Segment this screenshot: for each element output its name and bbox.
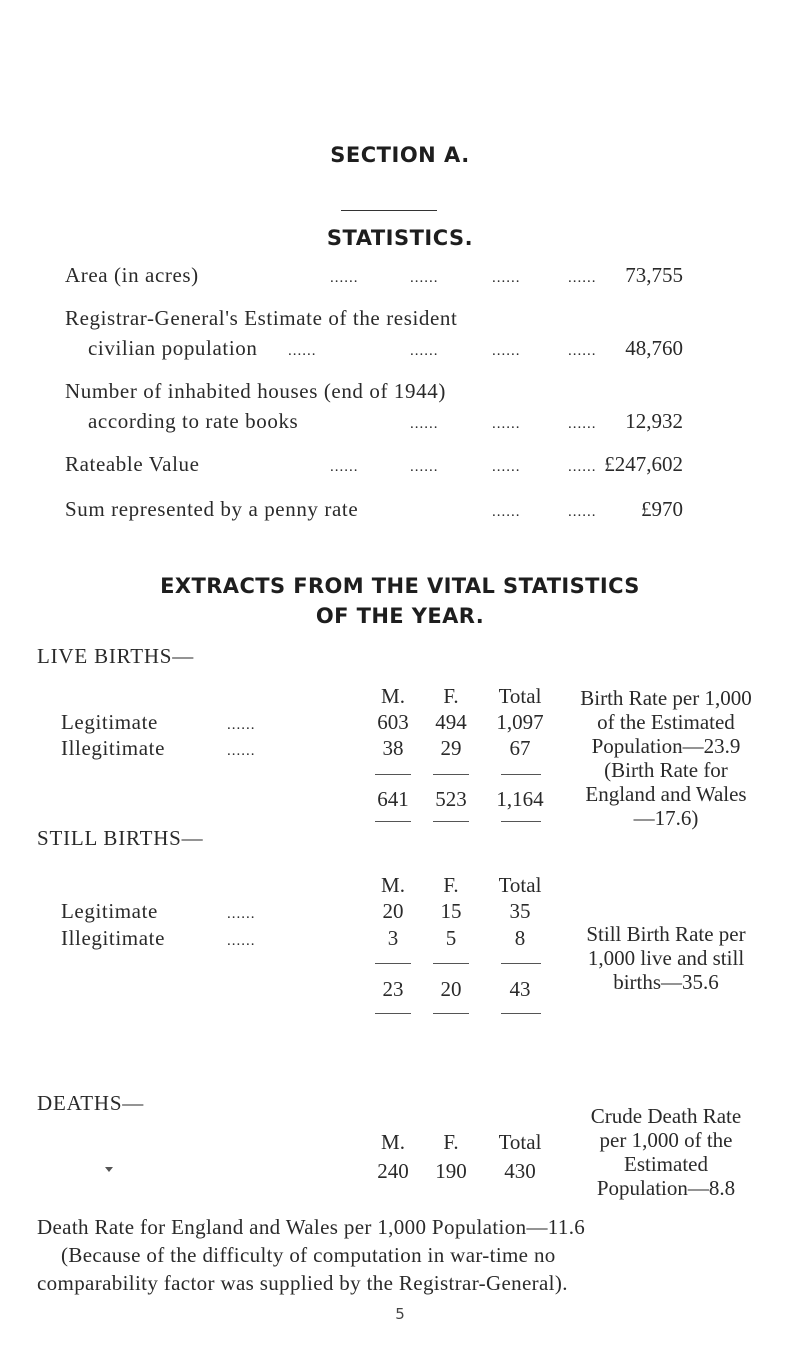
leader-dots: ...... — [492, 343, 521, 359]
note-line: Population—23.9 — [591, 734, 741, 758]
sum-rule — [501, 963, 541, 964]
col-header-f: F. — [443, 1130, 459, 1154]
leader-dots: ...... — [227, 933, 256, 949]
stat-value-penny-rate: £970 — [641, 497, 683, 521]
sum-rule — [501, 774, 541, 775]
birth-rate-note — [566, 686, 766, 830]
total-f: 523 — [435, 787, 467, 811]
note-line: Birth Rate per 1,000 — [580, 686, 752, 710]
page-number: 5 — [395, 1305, 405, 1323]
col-header-m: M. — [381, 684, 405, 708]
title-divider — [341, 210, 437, 211]
cell-total: 8 — [514, 926, 526, 950]
leader-dots: ...... — [568, 504, 597, 520]
note-line: Population—8.8 — [596, 1176, 736, 1200]
stat-label-rateable: Rateable Value — [65, 452, 200, 476]
total-f: 20 — [440, 977, 462, 1001]
cell-m: 20 — [382, 899, 404, 923]
cell-f: 494 — [435, 710, 467, 734]
total-m: 23 — [382, 977, 404, 1001]
statistics-heading: STATISTICS. — [326, 226, 474, 250]
cell-f: 15 — [440, 899, 462, 923]
leader-dots: ...... — [410, 459, 439, 475]
stat-label-area: Area (in acres) — [65, 263, 199, 287]
leader-dots: ...... — [492, 504, 521, 520]
sum-rule — [375, 821, 411, 822]
extracts-heading-line1: EXTRACTS FROM THE VITAL STATISTICS — [160, 574, 640, 598]
extracts-heading-line2: OF THE YEAR. — [315, 604, 485, 628]
cell-m: 240 — [377, 1159, 409, 1183]
live-births-heading: LIVE BIRTHS— — [37, 644, 195, 668]
cell-f: 190 — [435, 1159, 467, 1183]
row-label-legitimate: Legitimate — [61, 899, 158, 923]
deaths-heading: DEATHS— — [37, 1091, 145, 1115]
sum-rule — [433, 821, 469, 822]
leader-dots: ...... — [410, 416, 439, 432]
note-line: Estimated — [624, 1152, 708, 1176]
cell-m: 3 — [387, 926, 399, 950]
leader-dots: ...... — [492, 270, 521, 286]
leader-dots: ...... — [568, 343, 597, 359]
footer-line: comparability factor was supplied by the Registrar-General). — [37, 1271, 568, 1295]
total-total: 1,164 — [496, 787, 544, 811]
note-line: —17.6) — [633, 806, 699, 830]
leader-dots: ...... — [410, 270, 439, 286]
cell-f: 29 — [440, 736, 462, 760]
col-header-f: F. — [443, 873, 459, 897]
leader-dots: ...... — [568, 416, 597, 432]
leader-dots: ...... — [227, 906, 256, 922]
cell-total: 67 — [509, 736, 531, 760]
stat-label-houses-cont: according to rate books — [88, 409, 299, 433]
stat-label-population-cont: civilian population — [88, 336, 258, 360]
footer-line: (Because of the difficulty of computation in war-time no — [61, 1243, 556, 1267]
sum-rule — [375, 1013, 411, 1014]
still-births-heading: STILL BIRTHS— — [37, 826, 204, 850]
note-line: per 1,000 of the — [599, 1128, 733, 1152]
note-line: births—35.6 — [613, 970, 719, 994]
row-label-illegitimate: Illegitimate — [61, 736, 165, 760]
note-line: of the Estimated — [597, 710, 735, 734]
col-header-f: F. — [443, 684, 459, 708]
leader-dots: ...... — [330, 459, 359, 475]
sum-rule — [375, 774, 411, 775]
cell-m: 603 — [377, 710, 409, 734]
leader-dots: ...... — [330, 270, 359, 286]
stat-label-population: Registrar-General's Estimate of the resident — [65, 306, 458, 330]
stat-value-area: 73,755 — [625, 263, 683, 287]
sum-rule — [375, 963, 411, 964]
sum-rule — [501, 1013, 541, 1014]
col-header-m: M. — [381, 873, 405, 897]
row-label-legitimate: Legitimate — [61, 710, 158, 734]
note-line: (Birth Rate for — [604, 758, 728, 782]
cell-total: 1,097 — [496, 710, 544, 734]
stat-label-houses: Number of inhabited houses (end of 1944) — [65, 379, 446, 403]
sum-rule — [433, 774, 469, 775]
total-total: 43 — [509, 977, 531, 1001]
col-header-total: Total — [498, 873, 542, 897]
still-birth-rate-note — [566, 922, 766, 994]
leader-dots: ...... — [410, 343, 439, 359]
sum-rule — [501, 821, 541, 822]
col-header-total: Total — [498, 684, 542, 708]
stat-value-houses: 12,932 — [625, 409, 683, 433]
leader-dots: ...... — [227, 743, 256, 759]
row-label-illegitimate: Illegitimate — [61, 926, 165, 950]
col-header-total: Total — [498, 1130, 542, 1154]
col-header-m: M. — [381, 1130, 405, 1154]
note-line: 1,000 live and still — [587, 946, 745, 970]
sum-rule — [433, 963, 469, 964]
leader-dots: ...... — [492, 459, 521, 475]
leader-dots: ...... — [227, 717, 256, 733]
cell-m: 38 — [382, 736, 404, 760]
note-line: Crude Death Rate — [590, 1104, 742, 1128]
stat-label-penny-rate: Sum represented by a penny rate — [65, 497, 359, 521]
cell-total: 35 — [509, 899, 531, 923]
leader-dots: ...... — [568, 459, 597, 475]
leader-dots: ...... — [288, 343, 317, 359]
sum-rule — [433, 1013, 469, 1014]
printer-mark — [105, 1167, 113, 1172]
total-m: 641 — [377, 787, 409, 811]
stat-value-population: 48,760 — [625, 336, 683, 360]
section-title: SECTION A. — [330, 143, 470, 167]
leader-dots: ...... — [568, 270, 597, 286]
cell-f: 5 — [445, 926, 457, 950]
cell-total: 430 — [504, 1159, 536, 1183]
note-line: Still Birth Rate per — [586, 922, 746, 946]
note-line: England and Wales — [585, 782, 747, 806]
death-rate-note — [556, 1104, 776, 1200]
leader-dots: ...... — [492, 416, 521, 432]
stat-value-rateable: £247,602 — [604, 452, 683, 476]
footer-line: Death Rate for England and Wales per 1,000 Population—11.6 — [37, 1215, 586, 1239]
